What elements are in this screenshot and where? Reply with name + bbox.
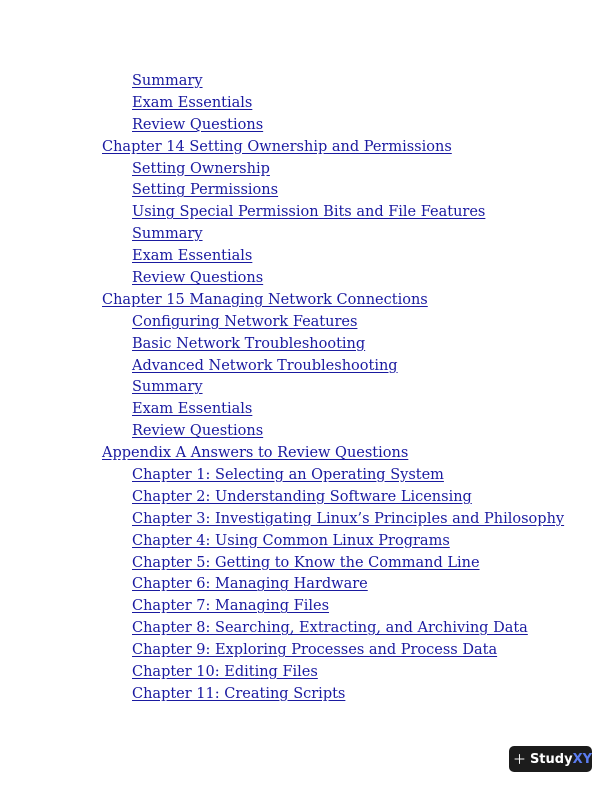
toc-chapter-entry (0, 443, 612, 465)
plus-icon (514, 750, 525, 768)
toc-section-entry (0, 487, 612, 509)
toc-section-entry (0, 246, 612, 268)
toc-section-entry (0, 180, 612, 202)
toc-link[interactable]: Chapter 7: Managing Files (132, 598, 330, 615)
toc-section-entry (0, 202, 612, 224)
toc-link[interactable]: Summary (132, 73, 203, 89)
toc-chapter-entry (0, 290, 612, 312)
toc-link[interactable]: Chapter 1: Selecting an Operating System (132, 467, 444, 484)
toc-link[interactable]: Summary (132, 379, 203, 396)
toc-link[interactable]: Setting Permissions (132, 182, 279, 199)
toc-link[interactable]: Chapter 3: Investigating Linux’s Principles and Philosophy (132, 510, 565, 527)
toc-section-entry (0, 553, 612, 575)
toc-link[interactable]: Chapter 10: Editing Files (132, 664, 318, 681)
toc-link[interactable]: Exam Essentials (132, 248, 253, 265)
toc-section-entry (0, 684, 612, 706)
toc-section-entry (0, 268, 612, 290)
toc-link[interactable]: Chapter 4: Using Common Linux Programs (132, 532, 450, 549)
toc-link[interactable]: Configuring Network Features (132, 313, 358, 330)
brand-main: Study (529, 751, 573, 767)
toc-section-entry (0, 224, 612, 246)
toc-link[interactable]: Appendix A Answers to Review Questions (102, 445, 409, 462)
toc-section-entry (0, 574, 612, 596)
toc-section-entry (0, 618, 612, 640)
toc-section-entry (0, 421, 612, 443)
toc-link[interactable]: Chapter 5: Getting to Know the Command Line (132, 554, 480, 571)
toc-section-entry (0, 640, 612, 662)
table-of-contents (0, 71, 612, 706)
toc-section-entry (0, 93, 612, 115)
toc-link[interactable]: Chapter 2: Understanding Software Licensing (132, 488, 472, 505)
toc-section-entry (0, 596, 612, 618)
toc-section-entry (0, 115, 612, 137)
toc-link[interactable]: Exam Essentials (132, 401, 253, 418)
toc-section-entry (0, 531, 612, 553)
toc-link[interactable]: Basic Network Troubleshooting (132, 335, 366, 352)
toc-section-entry (0, 312, 612, 334)
toc-section-entry (0, 71, 612, 93)
toc-link[interactable]: Summary (132, 226, 203, 243)
toc-section-entry (0, 356, 612, 378)
toc-link[interactable]: Using Special Permission Bits and File Features (132, 204, 486, 221)
toc-link[interactable]: Chapter 8: Searching, Extracting, and Archiving Data (132, 620, 528, 637)
toc-section-entry (0, 334, 612, 356)
toc-link[interactable]: Setting Ownership (132, 160, 270, 177)
toc-link[interactable]: Chapter 15 Managing Network Connections (102, 291, 428, 308)
toc-link[interactable]: Chapter 14 Setting Ownership and Permissions (102, 138, 452, 155)
toc-link[interactable]: Review Questions (132, 270, 264, 287)
toc-link[interactable]: Chapter 9: Exploring Processes and Process Data (132, 642, 498, 659)
toc-section-entry (0, 465, 612, 487)
studyxy-watermark (509, 746, 592, 772)
toc-link[interactable]: Exam Essentials (132, 94, 253, 111)
toc-link[interactable]: Chapter 11: Creating Scripts (132, 685, 346, 702)
toc-link[interactable]: Review Questions (132, 423, 264, 440)
toc-chapter-entry (0, 137, 612, 159)
toc-section-entry (0, 159, 612, 181)
toc-section-entry (0, 377, 612, 399)
toc-section-entry (0, 399, 612, 421)
toc-section-entry (0, 662, 612, 684)
toc-section-entry (0, 509, 612, 531)
toc-link[interactable]: Advanced Network Troubleshooting (132, 357, 398, 374)
brand-accent: XY (572, 751, 592, 767)
toc-link[interactable]: Chapter 6: Managing Hardware (132, 576, 368, 593)
toc-link[interactable]: Review Questions (132, 116, 264, 133)
